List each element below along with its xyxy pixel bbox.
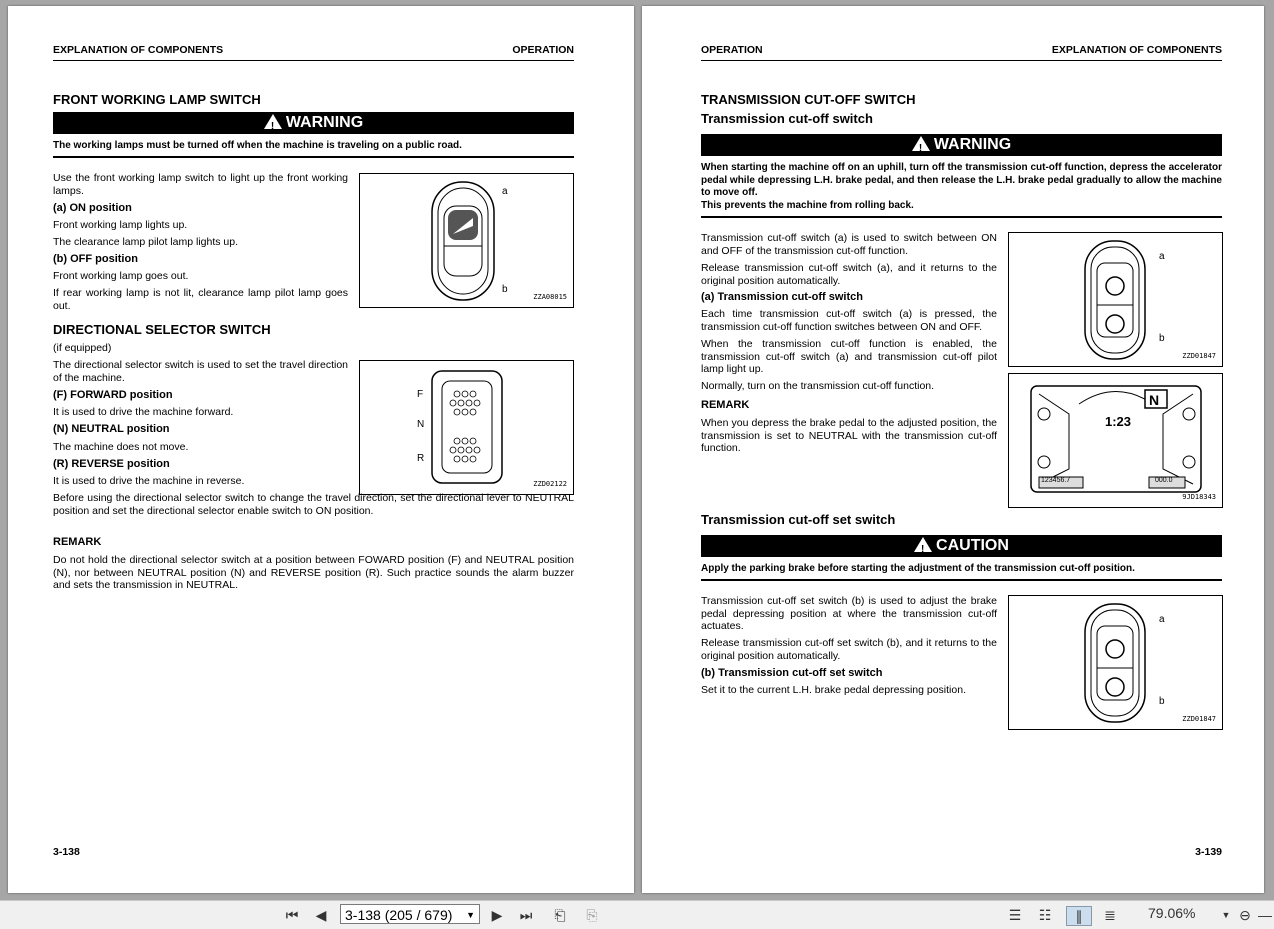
section-title: TRANSMISSION CUT-OFF SWITCH xyxy=(701,92,916,107)
fig-label-a: a xyxy=(1159,614,1165,625)
header-left: OPERATION xyxy=(701,44,763,56)
paragraph: Set it to the current L.H. brake pedal depressing position. xyxy=(701,684,966,696)
subheading: (a) Transmission cut-off switch xyxy=(701,291,863,303)
cutoff-switch-figure xyxy=(1008,232,1223,367)
figure-code: ZZD02122 xyxy=(533,480,567,488)
monitor-trip: 000.0 xyxy=(1155,477,1173,484)
caution-icon xyxy=(914,537,932,552)
fig-label-b: b xyxy=(502,284,508,295)
paragraph: Release transmission cut-off switch (a), and it returns to the original position automatically. xyxy=(701,262,997,287)
bottom-toolbar xyxy=(0,900,1274,929)
subheading: (a) ON position xyxy=(53,202,132,214)
page-3-139 xyxy=(642,6,1264,893)
warning-text: When starting the machine off on an uphill, turn off the transmission cut-off function, depress the accelerator pedal while depressing L.H. brake pedal, and then release the L.H. brake pedal gradually to allow the machine to move off. xyxy=(701,162,1222,198)
cutoff-switch-illustration xyxy=(1009,233,1222,366)
header-rule xyxy=(701,60,1222,61)
figure-code: ZZD01847 xyxy=(1182,715,1216,723)
subheading: (b) Transmission cut-off set switch xyxy=(701,667,883,679)
warning-rule xyxy=(53,156,574,158)
subheading: (R) REVERSE position xyxy=(53,458,170,470)
caution-rule xyxy=(701,579,1222,581)
remark-text: When you depress the brake pedal to the adjusted position, the transmission is set to NEUTRAL with the transmission cut-off function. xyxy=(701,417,997,454)
monitor-time: 1:23 xyxy=(1105,414,1132,429)
monitor-odometer: 123456.7 xyxy=(1041,477,1071,484)
paragraph: It is used to drive the machine in reverse. xyxy=(53,475,245,487)
lamp-switch-figure xyxy=(359,173,574,308)
directional-switch-figure xyxy=(359,360,574,495)
first-page-icon[interactable]: ⏮ xyxy=(285,907,299,923)
rocker-switch-illustration xyxy=(360,174,573,307)
remark-text: Do not hold the directional selector switch at a position between FOWARD position (F) and NEUTRAL position (N), nor between NEUTRAL position (N) and REVERSE position (R). Such practice sounds the alarm buzzer and sets the transmission in NEUTRAL. xyxy=(53,554,574,591)
caution-text: Apply the parking brake before starting the adjustment of the transmission cut-off position. xyxy=(701,563,1135,574)
fig-label-a: a xyxy=(1159,251,1165,262)
paragraph: Front working lamp goes out. xyxy=(53,270,189,282)
warning-icon xyxy=(264,114,282,129)
last-page-icon[interactable]: ⏭ xyxy=(519,907,533,923)
remark-title: REMARK xyxy=(53,536,102,548)
next-page-icon[interactable]: ▶ xyxy=(491,907,503,923)
figure-code: ZZD01847 xyxy=(1182,352,1216,360)
fig-label-b: b xyxy=(1159,696,1165,707)
two-page-icon[interactable]: ∥ xyxy=(1066,906,1092,926)
paragraph: Release transmission cut-off set switch (b), and it returns to the original position automatically. xyxy=(701,637,997,662)
paragraph: Transmission cut-off set switch (b) is used to adjust the brake pedal depressing position at where the transmission cut-off actuates. xyxy=(701,595,997,632)
header-right: EXPLANATION OF COMPONENTS xyxy=(1051,44,1222,56)
paragraph: The clearance lamp pilot lamp lights up. xyxy=(53,236,239,248)
subheading: (F) FORWARD position xyxy=(53,389,173,401)
subsection-title: Transmission cut-off set switch xyxy=(701,512,896,527)
set-switch-illustration xyxy=(1009,596,1222,729)
selector-switch-illustration xyxy=(360,361,573,494)
paragraph: Front working lamp lights up. xyxy=(53,219,188,231)
next-view-icon[interactable]: ⎘ xyxy=(586,907,598,923)
two-page-continuous-icon[interactable]: ≣ xyxy=(1104,907,1116,923)
figure-code: ZZA08015 xyxy=(533,293,567,301)
warning-banner: !WARNING xyxy=(53,112,574,134)
subheading: (N) NEUTRAL position xyxy=(53,423,170,435)
zoom-slider[interactable]: — xyxy=(1258,907,1272,923)
fig-label-f: F xyxy=(417,389,424,400)
previous-view-icon[interactable]: ⎗ xyxy=(554,907,566,923)
warning-rule xyxy=(701,216,1222,218)
paragraph: Each time transmission cut-off switch (a) is pressed, the transmission cut-off function switches between ON and OFF. xyxy=(701,308,997,333)
zoom-out-icon[interactable]: ⊖ xyxy=(1239,907,1251,923)
paragraph: If rear working lamp is not lit, clearance lamp pilot lamp goes out. xyxy=(53,287,348,312)
warning-text: This prevents the machine from rolling back. xyxy=(701,200,914,211)
warning-icon xyxy=(912,136,930,151)
header-left: EXPLANATION OF COMPONENTS xyxy=(53,44,224,56)
monitor-gear: N xyxy=(1149,392,1160,408)
subheading: (b) OFF position xyxy=(53,253,138,265)
zoom-level[interactable]: 79.06% xyxy=(1148,905,1196,921)
warning-text: The working lamps must be turned off when the machine is traveling on a public road. xyxy=(53,140,462,151)
paragraph: The machine does not move. xyxy=(53,441,189,453)
previous-page-icon[interactable]: ◀ xyxy=(315,907,327,923)
section-title: FRONT WORKING LAMP SWITCH xyxy=(53,92,261,107)
header-right: OPERATION xyxy=(512,44,574,56)
fig-label-n: N xyxy=(417,419,425,430)
paragraph: It is used to drive the machine forward. xyxy=(53,406,234,418)
paragraph: Use the front working lamp switch to light up the front working lamps. xyxy=(53,172,348,197)
single-page-icon[interactable]: ☰ xyxy=(1008,907,1022,923)
chevron-down-icon[interactable]: ▼ xyxy=(466,910,475,920)
paragraph: (if equipped) xyxy=(53,342,112,354)
paragraph: Before using the directional selector switch to change the travel direction, set the directional lever to NEUTRAL position and set the directional selector enable switch to ON position. xyxy=(53,492,574,517)
paragraph: The directional selector switch is used to set the travel direction of the machine. xyxy=(53,359,348,384)
caution-banner: !CAUTION xyxy=(701,535,1222,557)
monitor-figure xyxy=(1008,373,1223,508)
fig-label-b: b xyxy=(1159,333,1165,344)
warning-banner: !WARNING xyxy=(701,134,1222,156)
monitor-panel-illustration xyxy=(1009,374,1222,507)
set-switch-figure xyxy=(1008,595,1223,730)
header-rule xyxy=(53,60,574,61)
paragraph: Transmission cut-off switch (a) is used to switch between ON and OFF of the transmission cut-off function. xyxy=(701,232,997,257)
paragraph: When the transmission cut-off function is enabled, the transmission cut-off switch (a) and transmission cut-off pilot lamp light up. xyxy=(701,338,997,375)
fig-label-r: R xyxy=(417,453,425,464)
zoom-dropdown-icon[interactable]: ▼ xyxy=(1221,910,1231,920)
page-3-138 xyxy=(8,6,634,893)
continuous-icon[interactable]: ☷ xyxy=(1038,907,1052,923)
paragraph: Normally, turn on the transmission cut-off function. xyxy=(701,380,935,392)
page-number: 3-138 xyxy=(53,846,80,858)
fig-label-a: a xyxy=(502,186,508,197)
section-title: DIRECTIONAL SELECTOR SWITCH xyxy=(53,322,271,337)
subsection-title: Transmission cut-off switch xyxy=(701,111,873,126)
page-number: 3-139 xyxy=(1195,846,1222,858)
figure-code: 9JD18343 xyxy=(1182,493,1216,501)
page-number-input[interactable]: 3-138 (205 / 679) ▼ xyxy=(340,904,480,924)
remark-title: REMARK xyxy=(701,399,750,411)
